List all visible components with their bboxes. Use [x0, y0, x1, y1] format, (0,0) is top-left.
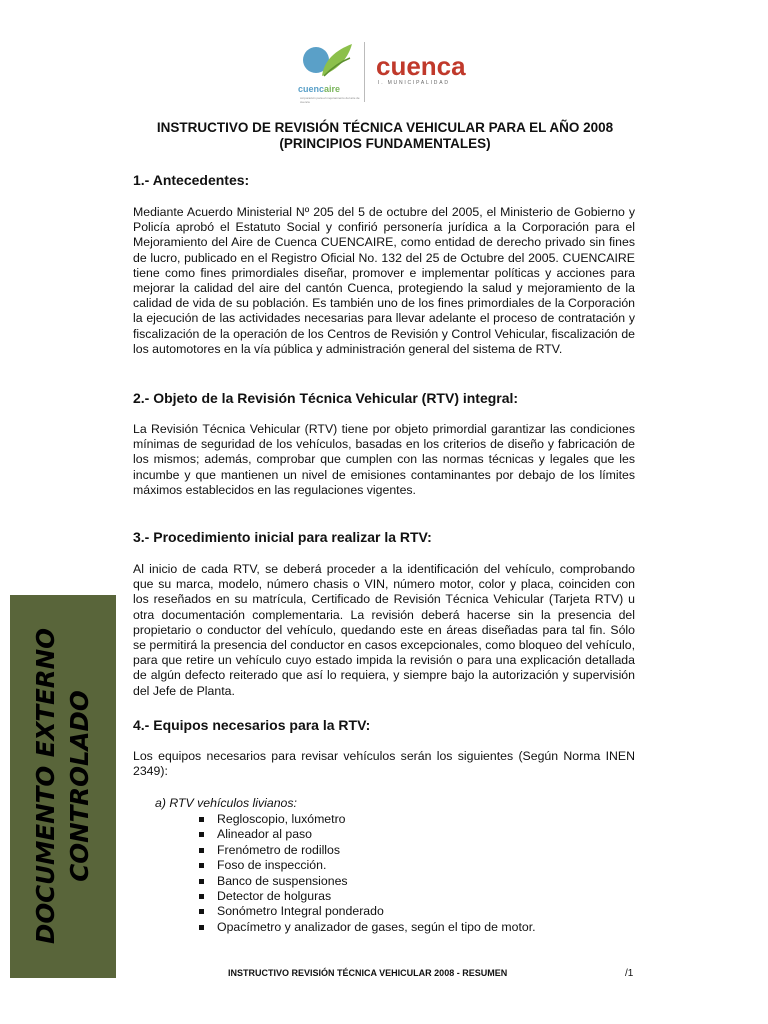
- page-footer: INSTRUCTIVO REVISIÓN TÉCNICA VEHICULAR 2008 - RESUMEN: [228, 968, 508, 978]
- section-paragraph-procedimiento: Al inicio de cada RTV, se deberá proceder a la identificación del vehículo, comprobando que su marca, modelo, número chasis o VIN, número motor, color y placa, coinciden con los reseñados en su matrícula, Certificado de Revisión Técnica Vehicular (Tarjeta RTV) u otra documentación complementaria. La revisión deberá hacerse sin la presencia del propietario o conductor del vehículo, quedando este en áreas diseñadas para tal fin. Sólo se permitirá la presencia del conductor en casos excepcionales, como bloqueo del vehículo, para que retire un vehículo cuyo estado impida la revisión o para una explicación detallada de algún defecto reiterado que así lo requiera, y siempre bajo la autorización y supervisión del Jefe de Planta.: [133, 562, 635, 698]
- cuencaire-logo: [296, 40, 364, 106]
- list-item: Detector de holguras: [196, 889, 536, 904]
- logo-divider: [364, 42, 365, 102]
- section-paragraph-equipos: Los equipos necesarios para revisar vehículos serán los siguientes (Según Norma INEN 2349):: [133, 749, 635, 779]
- section-heading-procedimiento: 3.- Procedimiento inicial para realizar la RTV:: [133, 529, 432, 545]
- cuencaire-wordmark: cuencaire: [298, 84, 341, 94]
- stamp-line-1: DOCUMENTO EXTERNO: [31, 628, 60, 944]
- controlled-document-stamp: [10, 595, 116, 978]
- page-number: /1: [625, 968, 634, 979]
- list-item: Opacímetro y analizador de gases, según el tipo de motor.: [196, 920, 536, 935]
- section-heading-objeto: 2.- Objeto de la Revisión Técnica Vehicular (RTV) integral:: [133, 390, 519, 406]
- cuencaire-emblem-icon: [296, 40, 364, 84]
- list-item: Regloscopio, luxómetro: [196, 812, 536, 827]
- list-item: Alineador al paso: [196, 827, 536, 842]
- cuenca-subtitle: I. MUNICIPALIDAD: [378, 80, 450, 86]
- equipment-list: [196, 812, 536, 935]
- section-paragraph-antecedentes: Mediante Acuerdo Ministerial Nº 205 del 5 de octubre del 2005, el Ministerio de Gobierno y Policía aprobó el Estatuto Social y confirió personería jurídica a la Corporación para el Mejoramiento del Aire de Cuenca CUENCAIRE, como entidad de derecho privado sin fines de lucro, publicado en el Registro Oficial No. 132 del 25 de Octubre del 2005. CUENCAIRE tiene como fines primordiales diseñar, promover e implementar políticas y acciones para mejorar la calidad del aire del cantón Cuenca, protegiendo la salud y mejoramiento de la calidad de vida de su población. Es también uno de los fines primordiales de la Corporación la ejecución de las actividades necesarias para llevar adelante el proceso de contratación y fiscalización de la operación de los Centros de Revisión y Control Vehicular, fiscalización de los automotores en la vía pública y administración general del sistema de RTV.: [133, 205, 635, 356]
- list-item: Banco de suspensiones: [196, 874, 536, 889]
- stamp-line-2: CONTROLADO: [65, 690, 94, 882]
- section-paragraph-objeto: La Revisión Técnica Vehicular (RTV) tiene por objeto primordial garantizar las condiciones mínimas de seguridad de los vehículos, basadas en los criterios de diseño y fabricación de los mismos; además, comprobar que cumplen con las normas técnicas y legales que les incumbe y que mantienen un nivel de emisiones contaminantes por debajo de los límites máximos establecidos en las regulaciones vigentes.: [133, 422, 635, 497]
- list-item: Foso de inspección.: [196, 858, 536, 873]
- cuencaire-tagline: corporación para el mejoramiento del aire de cuenca: [300, 96, 360, 104]
- cuenca-logo: [376, 52, 466, 86]
- list-item: Sonómetro Integral ponderado: [196, 904, 536, 919]
- title-line-2: (PRINCIPIOS FUNDAMENTALES): [279, 136, 491, 151]
- section-heading-antecedentes: 1.- Antecedentes:: [133, 172, 250, 188]
- section-heading-equipos: 4.- Equipos necesarios para la RTV:: [133, 717, 371, 733]
- header-logos: [296, 40, 496, 106]
- cuenca-wordmark: cuenca: [376, 51, 466, 81]
- document-title: [130, 120, 640, 152]
- title-line-1: INSTRUCTIVO DE REVISIÓN TÉCNICA VEHICULAR PARA EL AÑO 2008: [156, 120, 614, 135]
- list-item: Frenómetro de rodillos: [196, 843, 536, 858]
- list-a-title: a) RTV vehículos livianos:: [155, 796, 297, 810]
- stamp-text: [29, 601, 97, 971]
